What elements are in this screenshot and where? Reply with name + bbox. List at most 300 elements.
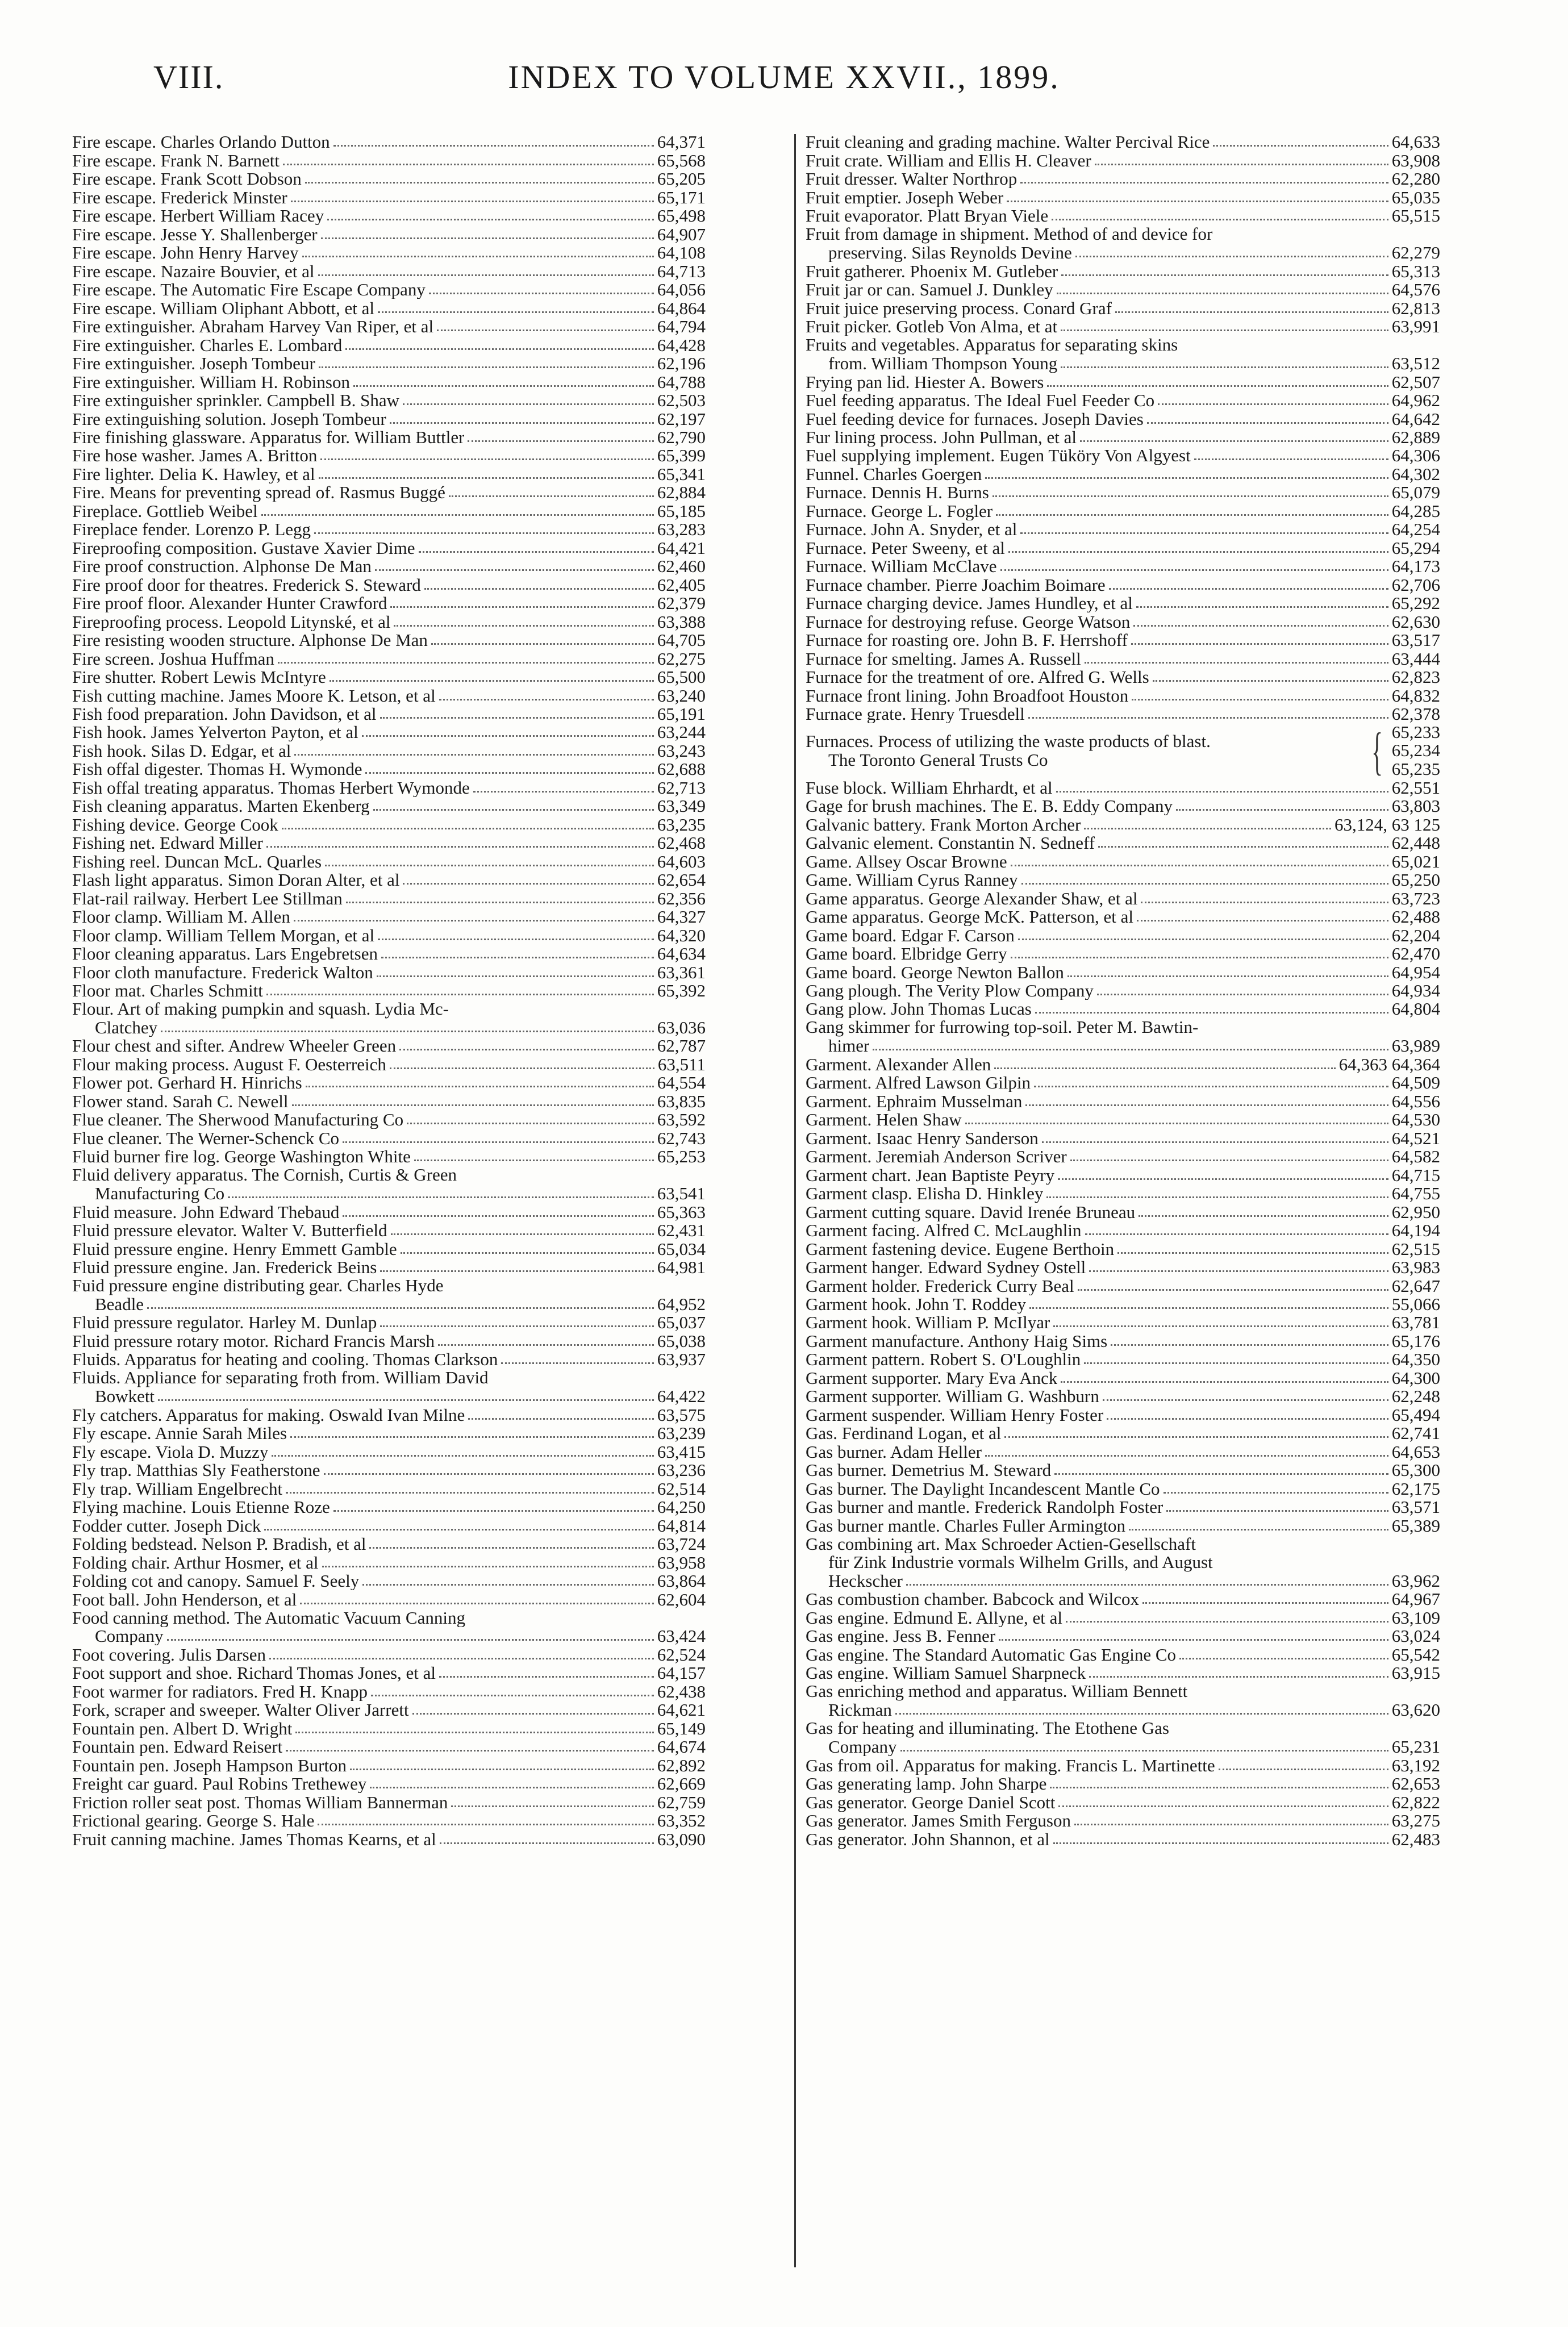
leader-dots <box>994 1067 1335 1069</box>
index-entry <box>806 889 1440 907</box>
entry-text: Furnace. George L. Fogler <box>806 502 993 520</box>
entry-number: 63,835 <box>657 1091 706 1111</box>
leader-dots <box>895 1713 1388 1715</box>
index-entry <box>72 1111 706 1129</box>
entry-text: Freight car guard. Paul Robins Trethewey <box>72 1775 367 1794</box>
leader-dots <box>391 1233 654 1235</box>
entry-number: 64,814 <box>657 1515 706 1536</box>
index-entry <box>806 1350 1440 1369</box>
index-entry <box>806 1092 1440 1110</box>
entry-number: 63,240 <box>657 685 706 706</box>
index-entry <box>806 705 1440 723</box>
entry-number: 62,204 <box>1391 925 1440 945</box>
index-entry <box>72 1129 706 1147</box>
index-entry <box>806 520 1440 539</box>
leader-dots <box>261 514 654 516</box>
entry-number: 62,790 <box>657 427 706 447</box>
entry-number: 62,378 <box>1391 704 1440 724</box>
leader-dots <box>1129 1529 1388 1531</box>
entry-text: Fish hook. Silas D. Edgar, et al <box>72 741 291 760</box>
leader-dots <box>1176 809 1388 811</box>
entry-number: 64,285 <box>1391 501 1440 521</box>
entry-text: Fire extinguisher. Abraham Harvey Van Riper, et al <box>72 318 434 336</box>
entry-number: 62,551 <box>1391 777 1440 798</box>
index-entry <box>72 1719 706 1737</box>
leader-dots <box>272 1455 653 1457</box>
index-entry <box>806 649 1440 668</box>
entry-number: 63,864 <box>657 1571 706 1591</box>
entry-number: 64,954 <box>1391 962 1440 982</box>
entry-text: Clatchey <box>95 1018 158 1037</box>
index-entry <box>72 1387 706 1406</box>
entry-text: Game board. Edgar F. Carson <box>806 926 1015 945</box>
index-entry <box>806 908 1440 926</box>
entry-text: Folding cot and canopy. Samuel F. Seely <box>72 1572 360 1591</box>
entry-text: Furnace for smelting. James A. Russell <box>806 649 1081 668</box>
leader-dots <box>291 201 654 202</box>
entry-number: 65,392 <box>657 981 706 1001</box>
entry-text: Heckscher <box>828 1572 903 1591</box>
index-entry <box>806 1258 1440 1277</box>
entry-number: 63,571 <box>1391 1497 1440 1517</box>
leader-dots <box>1115 311 1388 313</box>
entry-text: Fish cutting machine. James Moore K. Letson, et al <box>72 686 436 705</box>
leader-dots <box>1029 1307 1388 1309</box>
leader-dots <box>1164 1492 1388 1494</box>
leader-dots <box>1158 403 1388 405</box>
entry-text: Furnace for roasting ore. John B. F. Herrshoff <box>806 631 1128 650</box>
entry-text: Flue cleaner. The Sherwood Manufacturing Co <box>72 1111 404 1129</box>
entry-text: Folding bedstead. Nelson P. Bradish, et al <box>72 1535 366 1554</box>
leader-dots <box>380 717 654 719</box>
entry-text: Garment hook. William P. McIlyar <box>806 1313 1050 1332</box>
entry-number: 62,460 <box>657 556 706 577</box>
leader-dots <box>440 1842 654 1844</box>
entry-number: 65,191 <box>657 704 706 724</box>
entry-text: Gas burner. Demetrius M. Steward <box>806 1461 1052 1480</box>
index-entry <box>72 576 706 594</box>
entry-text: Beadle <box>95 1295 144 1313</box>
leader-dots <box>437 330 654 331</box>
entry-text: Garment supporter. William G. Washburn <box>806 1387 1099 1406</box>
entry-text: Furnace front lining. John Broadfoot Houston <box>806 686 1129 705</box>
entry-number: 62,514 <box>657 1478 706 1499</box>
entry-number: 64,832 <box>1391 685 1440 706</box>
index-entry <box>806 1572 1440 1590</box>
leader-dots <box>362 1584 654 1586</box>
leader-dots <box>1054 1473 1388 1475</box>
index-entry <box>72 1240 706 1258</box>
index-entry <box>806 281 1440 299</box>
leader-dots <box>158 1399 654 1401</box>
entry-continuation: Gas enriching method and apparatus. William Bennett <box>806 1682 1188 1701</box>
leader-dots <box>373 809 654 811</box>
entry-continuation: Fruit from damage in shipment. Method of and device for <box>806 225 1213 244</box>
index-entry <box>806 945 1440 963</box>
leader-dots <box>985 477 1388 479</box>
leader-dots <box>1117 1252 1388 1254</box>
leader-dots <box>370 1787 653 1788</box>
entry-text: Furnace. John A. Snyder, et al <box>806 520 1017 539</box>
entry-number-group <box>1392 723 1440 778</box>
entry-number: 62,503 <box>657 390 706 411</box>
index-entry <box>72 1627 706 1645</box>
entry-text: Fuel supplying implement. Eugen Tüköry Von Algyest <box>806 447 1191 465</box>
entry-text: Gas generator. John Shannon, et al <box>806 1830 1050 1849</box>
entry-text: Garment. Isaac Henry Sanderson <box>806 1129 1039 1148</box>
entry-number: 64,653 <box>1391 1441 1440 1462</box>
entry-number: 62,669 <box>657 1774 706 1794</box>
entry-number: 64,363 64,364 <box>1338 1054 1440 1074</box>
entry-text: Fire finishing glassware. Apparatus for. William Buttler <box>72 428 465 447</box>
leader-dots <box>451 1805 653 1807</box>
entry-number: 65,176 <box>1391 1331 1440 1351</box>
entry-number: 64,582 <box>1391 1146 1440 1167</box>
leader-dots <box>424 588 654 590</box>
entry-number: 63,541 <box>657 1183 706 1204</box>
leader-dots <box>1075 256 1388 257</box>
entry-number: 63,036 <box>657 1017 706 1037</box>
index-entry <box>806 1812 1440 1830</box>
entry-number: 64,674 <box>657 1737 706 1757</box>
index-entry <box>72 1516 706 1534</box>
entry-number: 62,630 <box>1391 611 1440 632</box>
index-entry <box>72 760 706 778</box>
entry-group-text <box>806 732 1361 769</box>
index-entry <box>806 1111 1440 1129</box>
entry-number: 65,234 <box>1391 740 1440 761</box>
leader-dots <box>381 957 654 958</box>
entry-text: Garment. Alexander Allen <box>806 1055 991 1074</box>
entry-number: 64,804 <box>1391 999 1440 1019</box>
leader-dots <box>1142 1602 1388 1604</box>
leader-dots <box>1058 1178 1388 1180</box>
entry-text: Fishing device. George Cook <box>72 815 278 834</box>
entry-number: 62,379 <box>657 593 706 614</box>
entry-number: 63,983 <box>1391 1257 1440 1278</box>
entry-text: Fur lining process. John Pullman, et al <box>806 428 1077 447</box>
leader-dots <box>438 1344 654 1346</box>
index-entry <box>806 133 1440 151</box>
entry-text: The Toronto General Trusts Co <box>828 749 1048 770</box>
index-entry <box>72 557 706 576</box>
entry-text: Fly catchers. Apparatus for making. Oswald Ivan Milne <box>72 1406 465 1424</box>
entry-text: Fuel feeding device for furnaces. Joseph Davies <box>806 410 1144 428</box>
entry-number: 63,415 <box>657 1441 706 1462</box>
entry-number: 63,244 <box>657 722 706 743</box>
entry-text: Fountain pen. Joseph Hampson Burton <box>72 1756 347 1775</box>
entry-text: Fire escape. Frank Scott Dobson <box>72 170 302 189</box>
entry-text: Gas engine. William Samuel Sharpneck <box>806 1664 1086 1683</box>
leader-dots <box>1132 699 1388 700</box>
index-entry <box>72 1756 706 1774</box>
leader-dots <box>992 495 1388 497</box>
entry-number: 62,405 <box>657 574 706 595</box>
entry-text: Furnace grate. Henry Truesdell <box>806 705 1025 723</box>
leader-dots <box>1020 532 1388 534</box>
leader-dots <box>322 1566 654 1567</box>
page-title: INDEX TO VOLUME XXVII., 1899. <box>508 59 1060 95</box>
leader-dots <box>318 1824 653 1825</box>
index-entry <box>806 963 1440 981</box>
index-entry <box>72 336 706 354</box>
entry-number: 64,250 <box>657 1497 706 1517</box>
index-entry <box>806 1369 1440 1387</box>
leader-dots <box>1052 219 1388 220</box>
entry-text: Gas generator. George Daniel Scott <box>806 1793 1056 1812</box>
leader-dots <box>999 1639 1388 1641</box>
index-entry <box>806 1221 1440 1240</box>
leader-dots <box>1089 1676 1388 1678</box>
leader-dots <box>1089 1270 1388 1272</box>
entry-text: Flue cleaner. The Werner-Schenck Co <box>72 1129 340 1148</box>
index-entry <box>72 649 706 668</box>
index-entry <box>806 1498 1440 1516</box>
index-entry <box>72 834 706 852</box>
index-entry <box>72 1203 706 1221</box>
entry-number: 64,556 <box>1391 1091 1440 1111</box>
entry-continuation: Gang skimmer for furrowing top-soil. Peter M. Bawtin- <box>806 1018 1199 1037</box>
leader-dots <box>371 1695 654 1696</box>
index-entry <box>72 926 706 944</box>
entry-number: 62,654 <box>657 870 706 890</box>
index-entry <box>72 188 706 206</box>
entry-number: 64,907 <box>657 224 706 244</box>
leader-dots <box>1111 1344 1388 1346</box>
entry-text: Fly trap. William Engelbrecht <box>72 1479 283 1498</box>
entry-continuation: Fluids. Appliance for separating froth from. William David <box>72 1369 489 1387</box>
entry-number: 64,554 <box>657 1073 706 1093</box>
index-entry <box>806 1037 1440 1055</box>
entry-number: 64,300 <box>1391 1367 1440 1388</box>
leader-dots <box>1025 1104 1388 1106</box>
entry-text: Garment. Helen Shaw <box>806 1111 962 1129</box>
entry-number: 62,280 <box>1391 169 1440 189</box>
entry-text: Fountain pen. Edward Reisert <box>72 1738 283 1757</box>
leader-dots <box>996 514 1388 516</box>
entry-text: Fruit jar or can. Samuel J. Dunkley <box>806 281 1053 299</box>
index-entry <box>806 1627 1440 1645</box>
entry-text: Frictional gearing. George S. Hale <box>72 1812 315 1830</box>
index-entry <box>806 1203 1440 1221</box>
index-entry <box>806 1701 1440 1719</box>
entry-number: 62,653 <box>1391 1774 1440 1794</box>
index-entry <box>72 1793 706 1811</box>
index-entry <box>806 483 1440 502</box>
leader-dots <box>378 939 654 940</box>
leader-dots <box>295 1732 653 1733</box>
leader-dots <box>873 1049 1388 1050</box>
entry-text: Garment supporter. Mary Eva Anck <box>806 1369 1058 1387</box>
entry-number: 63,109 <box>1391 1607 1440 1628</box>
leader-dots <box>353 385 654 387</box>
entry-text: Game board. George Newton Ballon <box>806 963 1064 982</box>
leader-dots <box>1213 145 1388 147</box>
entry-text: Fire extinguisher. Joseph Tombeur <box>72 355 315 373</box>
index-entry <box>72 945 706 963</box>
entry-number: 63,352 <box>657 1811 706 1831</box>
entry-text: Fire proof door for theatres. Frederick S. Steward <box>72 576 421 594</box>
index-entry <box>72 1479 706 1498</box>
entry-number: 65,542 <box>1391 1644 1440 1665</box>
entry-text: Fire. Means for preventing spread of. Rasmus Buggé <box>72 483 445 502</box>
entry-text: Gage for brush machines. The E. B. Eddy Company <box>806 797 1173 816</box>
entry-text: Gas engine. Jess B. Fenner <box>806 1627 996 1646</box>
index-entry <box>72 668 706 686</box>
entry-text: Fire escape. William Oliphant Abbott, et al <box>72 299 374 318</box>
entry-text: Garment hook. John T. Roddey <box>806 1295 1027 1313</box>
entry-text: Fire extinguisher. William H. Robinson <box>72 373 350 391</box>
entry-text: Game board. Elbridge Gerry <box>806 945 1007 964</box>
entry-text: Fire escape. Frank N. Barnett <box>72 151 280 170</box>
index-entry <box>72 133 706 151</box>
index-entry <box>806 815 1440 833</box>
index-entry <box>806 355 1440 373</box>
entry-text: Fire escape. Jesse Y. Shallenberger <box>72 225 318 244</box>
entry-text: Friction roller seat post. Thomas William Bannerman <box>72 1793 448 1812</box>
entry-number: 63,723 <box>1391 888 1440 908</box>
index-entry <box>72 151 706 169</box>
index-entry <box>806 1590 1440 1608</box>
entry-text: Gas from oil. Apparatus for making. Francis L. Martinette <box>806 1756 1215 1775</box>
entry-number: 65,233 <box>1391 722 1440 742</box>
entry-text: Fluid pressure regulator. Harley M. Dunlap <box>72 1313 377 1332</box>
entry-number: 63,989 <box>1391 1036 1440 1056</box>
leader-dots <box>1021 883 1388 885</box>
leader-dots <box>1034 1086 1388 1087</box>
index-entry <box>72 1682 706 1700</box>
entry-number: 62,515 <box>1391 1238 1440 1259</box>
entry-text: Fruit evaporator. Platt Bryan Viele <box>806 207 1049 226</box>
entry-number: 63,620 <box>1391 1700 1440 1720</box>
entry-text: Game apparatus. George Alexander Shaw, et al <box>806 889 1138 908</box>
entry-text: Game. Allsey Oscar Browne <box>806 852 1007 871</box>
entry-text: Flying machine. Louis Etienne Roze <box>72 1498 330 1517</box>
leader-dots <box>1131 643 1388 645</box>
entry-number: 62,889 <box>1391 427 1440 447</box>
index-entry <box>806 1775 1440 1793</box>
leader-dots <box>1074 1824 1388 1825</box>
leader-dots <box>283 164 654 165</box>
entry-number: 65,038 <box>657 1331 706 1351</box>
entry-text: Fork, scraper and sweeper. Walter Oliver Jarrett <box>72 1701 409 1720</box>
page-header <box>0 0 1568 131</box>
leader-dots <box>1133 625 1388 627</box>
entry-number: 64,320 <box>657 925 706 945</box>
entry-number: 64,254 <box>1391 519 1440 540</box>
entry-number: 64,634 <box>657 944 706 964</box>
entry-text: Fruit gatherer. Phoenix M. Gutleber <box>806 262 1058 281</box>
leader-dots <box>468 440 653 442</box>
index-entry <box>72 1185 706 1203</box>
entry-number: 55,066 <box>1391 1294 1440 1314</box>
entry-number: 62,483 <box>1391 1829 1440 1849</box>
index-entry <box>806 373 1440 391</box>
entry-number: 62,356 <box>657 888 706 908</box>
index-entry <box>806 1664 1440 1682</box>
index-entry <box>72 225 706 243</box>
index-entry <box>806 1240 1440 1258</box>
leader-dots <box>439 1676 654 1678</box>
entry-number: 63,444 <box>1391 648 1440 669</box>
leader-dots <box>1020 182 1388 184</box>
index-entry <box>72 1830 706 1848</box>
index-entry <box>72 1258 706 1277</box>
leader-dots <box>324 1473 654 1475</box>
entry-text: Garment cutting square. David Irenée Bruneau <box>806 1203 1136 1221</box>
entry-text: Gas burner. Adam Heller <box>806 1442 982 1461</box>
index-entry <box>72 1664 706 1682</box>
leader-dots <box>414 1160 654 1161</box>
leader-dots <box>900 1750 1388 1751</box>
leader-dots <box>1137 920 1388 921</box>
entry-number: 62,706 <box>1391 574 1440 595</box>
entry-text: Game. William Cyrus Ranney <box>806 871 1018 890</box>
entry-text: Fruit picker. Gotleb Von Alma, et at <box>806 318 1058 336</box>
leader-dots <box>439 699 654 700</box>
leader-dots <box>292 1104 654 1106</box>
entry-number: 65,205 <box>657 169 706 189</box>
leader-dots <box>412 1713 654 1715</box>
entry-text: Fire escape. John Henry Harvey <box>72 244 299 262</box>
leader-dots <box>1050 1787 1388 1788</box>
leader-dots <box>906 1584 1388 1586</box>
entry-text: Foot covering. Julis Darsen <box>72 1645 266 1664</box>
index-entry <box>72 244 706 262</box>
index-entry <box>806 391 1440 410</box>
entry-number: 63,724 <box>657 1534 706 1554</box>
entry-number: 64,302 <box>1391 464 1440 484</box>
entry-text: Gas generating lamp. John Sharpe <box>806 1775 1047 1794</box>
leader-dots <box>350 1769 654 1770</box>
entry-text: Fire shutter. Robert Lewis McIntyre <box>72 668 326 687</box>
leader-dots <box>362 735 654 737</box>
entry-number: 63,424 <box>657 1626 706 1646</box>
entry-number: 62,713 <box>657 777 706 798</box>
entry-text: Furnace charging device. James Hundley, et al <box>806 594 1133 613</box>
leader-dots <box>320 458 653 460</box>
entry-number: 63,024 <box>1391 1626 1440 1646</box>
entry-text: Gas burner. The Daylight Incandescent Mantle Co <box>806 1479 1160 1498</box>
index-entry <box>72 741 706 760</box>
leader-dots <box>330 680 654 682</box>
leader-dots <box>1179 1658 1388 1659</box>
entry-number: 63,962 <box>1391 1571 1440 1591</box>
entry-text: Gas. Ferdinand Logan, et al <box>806 1424 1002 1443</box>
entry-text: Fruit dresser. Walter Northrop <box>806 170 1017 189</box>
leader-dots <box>1085 1233 1388 1235</box>
entry-number: 64,157 <box>657 1663 706 1683</box>
entry-text: Furnace. Dennis H. Burns <box>806 483 989 502</box>
entry-number: 62,743 <box>657 1128 706 1148</box>
index-entry <box>806 262 1440 280</box>
entry-number: 64,633 <box>1391 132 1440 152</box>
entry-text: Garment manufacture. Anthony Haig Sims <box>806 1332 1108 1350</box>
entry-number: 62,688 <box>657 759 706 779</box>
leader-dots <box>1058 1805 1388 1807</box>
entry-text: Fire screen. Joshua Huffman <box>72 649 274 668</box>
index-entry <box>806 1277 1440 1295</box>
entry-number: 62,279 <box>1391 243 1440 263</box>
entry-text: Flour making process. August F. Oesterreich <box>72 1055 386 1074</box>
entry-text: Fire resisting wooden structure. Alphonse De Man <box>72 631 428 650</box>
entry-number: 64,794 <box>657 316 706 337</box>
leader-dots <box>390 1067 654 1069</box>
leader-dots <box>1028 717 1388 719</box>
entry-number: 62,197 <box>657 408 706 429</box>
leader-dots <box>314 532 654 534</box>
entry-number: 64,705 <box>657 630 706 650</box>
